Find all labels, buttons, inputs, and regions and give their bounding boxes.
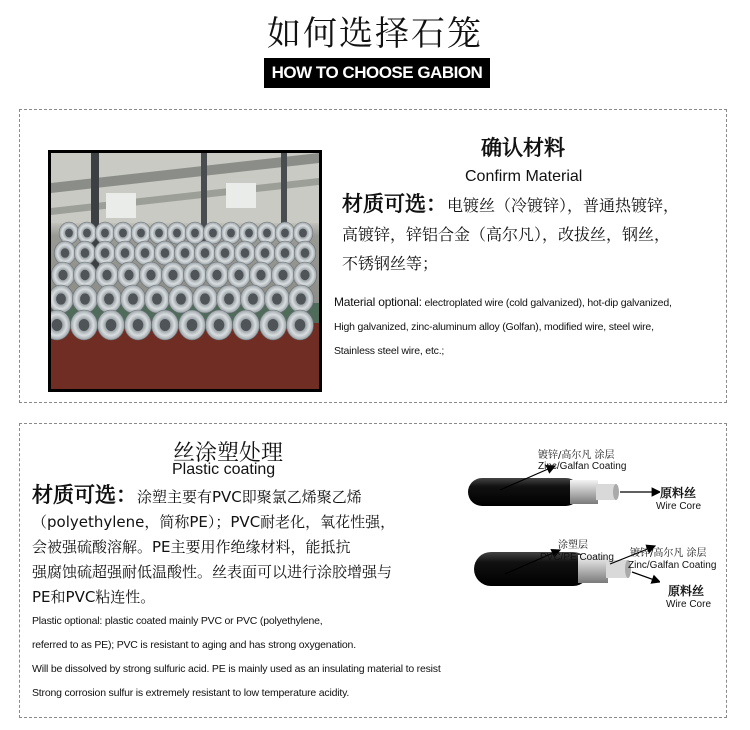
wire-coil-hole (256, 270, 265, 280)
wire-coil-hole (241, 319, 252, 331)
coating-line-cn-3: 会被强硫酸溶解。PE主要用作绝缘材料，能抵抗 (32, 538, 351, 556)
wire-coil-hole (81, 248, 89, 258)
material-heading-cn: 确认材料 (481, 136, 565, 160)
wire2-pvc-label-en: PVC/PE Coating (540, 552, 614, 563)
wire1-core-label-cn: 原料丝 (660, 486, 697, 500)
material-lead-cn: 材质可选： (342, 192, 447, 216)
material-line-cn-3: 不锈钢丝等； (342, 254, 439, 273)
coating-heading-en: Plastic coating (172, 461, 276, 478)
coating-heading-cn: 丝涂塑处理 (173, 441, 284, 466)
wire-coil-hole (234, 270, 243, 280)
page-title: 如何选择石笼 (267, 14, 483, 54)
wire-coil-hole (141, 248, 149, 258)
wire-coil-hole (80, 293, 90, 304)
wire-coil-hole (187, 319, 198, 331)
wire-coil-hole (181, 248, 189, 258)
coating-line-cn-5: PE和PVC粘连性。 (32, 588, 156, 606)
wire-coils-photo (48, 150, 322, 392)
wire-coil-hole (146, 270, 155, 280)
wire-coil-hole (296, 293, 306, 304)
coating-line-en-4: Strong corrosion sulfur is extremely resistant to low temperature acidity. (32, 687, 350, 699)
page-subtitle-banner: HOW TO CHOOSE GABION (264, 58, 490, 88)
wire-coil-hole (200, 293, 210, 304)
wire-coil-hole (173, 229, 181, 238)
coating-line-en-2: referred to as PE); PVC is resistant to aging and has strong oxygenation. (32, 639, 356, 651)
coating-line-en-3: Will be dissolved by strong sulfuric acid. PE is mainly used as an insulating material to resist (32, 663, 441, 675)
material-options-cn (342, 190, 722, 278)
wire-coil-hole (83, 229, 91, 238)
coating-options-en (32, 609, 502, 705)
wire-coil-hole (52, 319, 63, 331)
coating-section (19, 423, 727, 718)
wire-coil-hole (248, 293, 258, 304)
warehouse-illustration (51, 153, 319, 389)
wire-coil-hole (128, 293, 138, 304)
material-line-en-2: High galvanized, zinc-aluminum alloy (Golfan), modified wire, steel wire, (334, 321, 654, 333)
wire-coil-hole (212, 270, 221, 280)
wire1-coating-label-cn: 镀锌/高尔凡 涂层 (538, 450, 615, 461)
wire-coil-hole (101, 229, 109, 238)
wire-coil-hole (176, 293, 186, 304)
wire-coil-hole (300, 270, 309, 280)
wire-coil-hole (80, 270, 89, 280)
wire-coil-hole (101, 248, 109, 258)
wire-coil-hole (160, 319, 171, 331)
coating-line-cn-4: 强腐蚀硫超强耐低温酸性。丝表面可以进行涂胶增强与 (32, 563, 393, 581)
wire-coil-hole (241, 248, 249, 258)
wire-coil-hole (209, 229, 217, 238)
wire-coil-hole (119, 229, 127, 238)
wire-coil-hole (261, 248, 269, 258)
wire-coil-hole (299, 229, 307, 238)
wire-coil-hole (137, 229, 145, 238)
wire-coil-hole (245, 229, 253, 238)
wire2-pvc-label-cn: 涂塑层 (558, 540, 588, 551)
wire2-coating-label-cn: 镀锌/高尔凡 涂层 (630, 548, 707, 559)
wire-coil-hole (155, 229, 163, 238)
wire-coil-hole (214, 319, 225, 331)
wire-coil-hole (263, 229, 271, 238)
wire-coil-hole (301, 248, 309, 258)
wire2-coating-label-en: Zinc/Galfan Coating (628, 560, 717, 571)
wire-coil-hole (278, 270, 287, 280)
wire2-core-label-en: Wire Core (666, 599, 712, 610)
wire1-coating (570, 480, 598, 504)
wire-coil-hole (133, 319, 144, 331)
wire-coil-hole (58, 270, 67, 280)
wire-coil-hole (268, 319, 279, 331)
wire-coil-hole (124, 270, 133, 280)
coating-line-en-1: Plastic optional: plastic coated mainly PVC or PVC (polyethylene, (32, 615, 323, 627)
wire-coil-hole (65, 229, 73, 238)
wire1-body (468, 478, 580, 506)
wire-coil-hole (201, 248, 209, 258)
coating-options-cn (32, 483, 452, 610)
wire-coil-hole (281, 248, 289, 258)
material-lead-en: Material optional: (334, 295, 422, 309)
wire1-core-label-en: Wire Core (656, 501, 702, 512)
material-line-cn-1: 电镀丝（冷镀锌），普通热镀锌， (447, 196, 680, 215)
wire-coil-hole (121, 248, 129, 258)
wire-coil-hole (61, 248, 69, 258)
material-section (19, 109, 727, 403)
wire1-coating-label-en: Zinc/Galfan Coating (538, 461, 627, 472)
wire-coil-hole (191, 229, 199, 238)
wire-coil-hole (224, 293, 234, 304)
material-line-en-1: electroplated wire (cold galvanized), hot-dip galvanized, (421, 297, 672, 309)
material-options-en (334, 290, 726, 363)
material-line-cn-2: 高镀锌，锌铝合金（高尔凡），改拔丝，钢丝， (342, 225, 671, 244)
material-heading-en: Confirm Material (465, 168, 583, 185)
wire-coil-hole (106, 319, 117, 331)
wire-coil-hole (161, 248, 169, 258)
coating-line-cn-2: （polyethylene，简称PE）；PVC耐老化，氧花性强， (32, 513, 396, 531)
wire-coil-hole (152, 293, 162, 304)
wire-coil-hole (272, 293, 282, 304)
coating-line-cn-1: 涂塑主要有PVC即聚氯乙烯聚乙烯 (137, 488, 362, 506)
wire-coil-hole (221, 248, 229, 258)
wire-coil-hole (295, 319, 306, 331)
wire-coil-hole (227, 229, 235, 238)
wire2-core-label-cn: 原料丝 (668, 584, 705, 598)
wire-coil-hole (104, 293, 114, 304)
wire-coil-hole (56, 293, 66, 304)
material-line-en-3: Stainless steel wire, etc.; (334, 345, 445, 357)
wire-coil-hole (281, 229, 289, 238)
wire-coil-hole (79, 319, 90, 331)
coating-lead-cn: 材质可选： (32, 483, 137, 507)
wire-coil-hole (168, 270, 177, 280)
wire-coil-hole (190, 270, 199, 280)
wire-coil-hole (102, 270, 111, 280)
